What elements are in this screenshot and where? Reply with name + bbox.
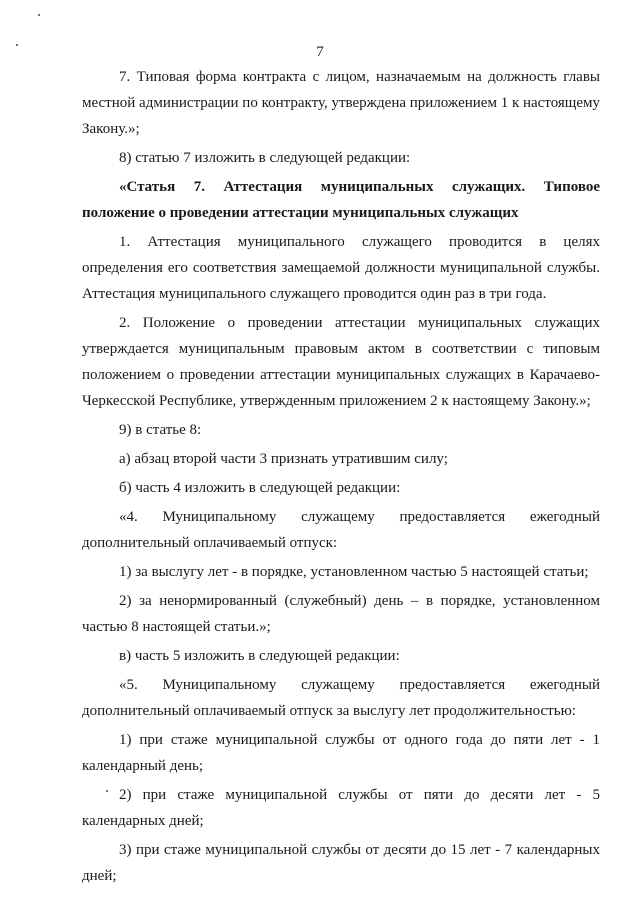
scan-speck [106, 790, 108, 792]
paragraph-15: 2) при стаже муниципальной службы от пяти до десяти лет - 5 календарных дней; [82, 787, 600, 829]
paragraph-1: 7. Типовая форма контракта с лицом, назначаемым на должность главы местной администрации по контракту, утверждена приложением 1 к настоящему Закону.»; [82, 69, 601, 137]
page-number: 7 [316, 44, 324, 60]
paragraph-5: 2. Положение о проведении аттестации муниципальных служащих утверждается муниципальным правовым актом в соответствии с типовым положением о проведении аттестации муниципальных служащих в Карачаево-Черкесской Республике, утвержденным приложением 2 к настоящему Закону.»; [82, 315, 600, 409]
paragraph-12: в) часть 5 изложить в следующей редакции: [119, 648, 400, 664]
paragraph-9: «4. Муниципальному служащему предоставляется ежегодный дополнительный оплачиваемый отпуск: [82, 509, 600, 551]
paragraph-10: 1) за выслугу лет - в порядке, установленном частью 5 настоящей статьи; [119, 564, 589, 580]
paragraph-4: 1. Аттестация муниципального служащего проводится в целях определения его соответствия замещаемой должности муниципальной службы. Аттестация муниципального служащего проводится один раз в три года. [82, 234, 600, 302]
article-7-heading: «Статья 7. Аттестация муниципальных служащих. Типовое положение о проведении аттестации муниципальных служащих [82, 179, 600, 221]
scan-speck [38, 14, 40, 16]
paragraph-13: «5. Муниципальному служащему предоставляется ежегодный дополнительный оплачиваемый отпуск за выслугу лет продолжительностью: [82, 677, 600, 719]
paragraph-11: 2) за ненормированный (служебный) день – в порядке, установленном частью 8 настоящей статьи.»; [82, 593, 600, 635]
paragraph-16: 3) при стаже муниципальной службы от десяти до 15 лет - 7 календарных дней; [82, 842, 600, 884]
paragraph-14: 1) при стаже муниципальной службы от одного года до пяти лет - 1 календарный день; [82, 732, 600, 774]
paragraph-2: 8) статью 7 изложить в следующей редакции: [119, 150, 411, 166]
paragraph-8: б) часть 4 изложить в следующей редакции: [119, 480, 401, 496]
paragraph-7: а) абзац второй части 3 признать утратившим силу; [119, 451, 448, 467]
document-body [82, 64, 600, 889]
paragraph-6: 9) в статье 8: [119, 422, 202, 438]
scan-speck [16, 44, 18, 46]
